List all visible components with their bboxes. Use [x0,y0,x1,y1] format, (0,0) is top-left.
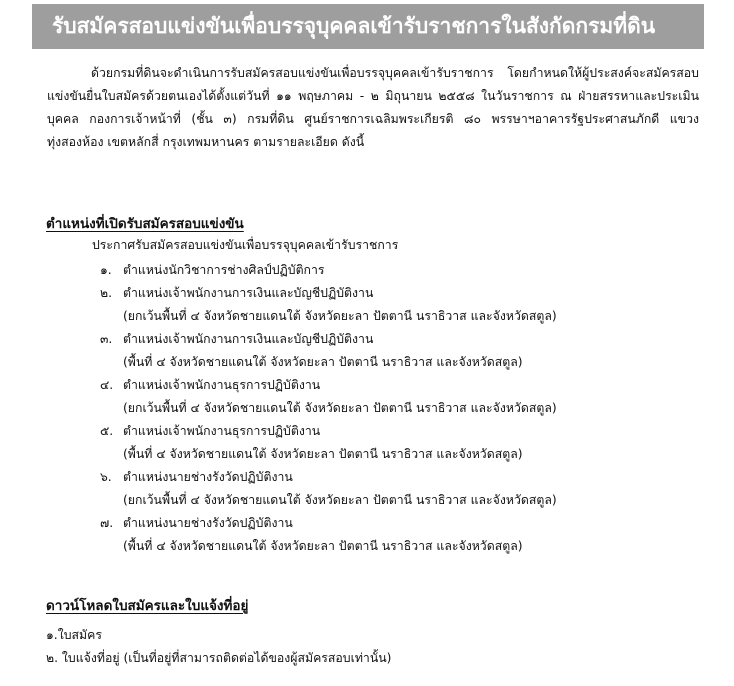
position-title: ตำแหน่งนักวิชาการช่างศิลป์ปฏิบัติการ [123,263,325,277]
position-number: ๗. [100,516,114,530]
position-title: ตำแหน่งเจ้าพนักงานการเงินและบัญชีปฏิบัติงาน [123,332,374,346]
position-title: ตำแหน่งเจ้าพนักงานการเงินและบัญชีปฏิบัติงาน [123,286,374,300]
position-title: ตำแหน่งนายช่างรังวัดปฏิบัติงาน [123,470,293,484]
position-number: ๔. [100,378,114,392]
download-heading: ดาวน์โหลดใบสมัครและใบแจ้งที่อยู่ [46,598,249,614]
download-address-form-link[interactable]: ๒. ใบแจ้งที่อยู่ (เป็นที่อยู่ที่สามารถติดต่อได้ของผู้สมัครสอบเท่านั้น) [46,651,392,665]
position-title: ตำแหน่งเจ้าพนักงานธุรการปฏิบัติงาน [123,424,321,438]
position-note: (พื้นที่ ๔ จังหวัดชายแดนใต้ จังหวัดยะลา ปัตตานี นราธิวาส และจังหวัดสตูล) [123,355,523,369]
position-note: (พื้นที่ ๔ จังหวัดชายแดนใต้ จังหวัดยะลา ปัตตานี นราธิวาส และจังหวัดสตูล) [123,447,523,461]
positions-subheading: ประกาศรับสมัครสอบแข่งขันเพื่อบรรจุบุคคลเข้ารับราชการ [92,238,399,252]
position-number: ๒. [100,286,113,300]
position-number: ๓. [100,332,113,346]
position-number: ๕. [100,424,114,438]
position-number: ๑. [100,263,112,277]
position-note: (ยกเว้นพื้นที่ ๔ จังหวัดชายแดนใต้ จังหวัดยะลา ปัตตานี นราธิวาส และจังหวัดสตูล) [123,309,557,323]
position-note: (ยกเว้นพื้นที่ ๔ จังหวัดชายแดนใต้ จังหวัดยะลา ปัตตานี นราธิวาส และจังหวัดสตูล) [123,401,557,415]
position-note: (พื้นที่ ๔ จังหวัดชายแดนใต้ จังหวัดยะลา ปัตตานี นราธิวาส และจังหวัดสตูล) [123,539,523,553]
position-number: ๖. [100,470,112,484]
position-title: ตำแหน่งเจ้าพนักงานธุรการปฏิบัติงาน [123,378,321,392]
page-title: รับสมัครสอบแข่งขันเพื่อบรรจุบุคคลเข้ารับราชการในสังกัดกรมที่ดิน [52,14,656,38]
download-application-form-link[interactable]: ๑.ใบสมัคร [46,628,102,642]
page-title-banner [32,4,704,49]
position-title: ตำแหน่งนายช่างรังวัดปฏิบัติงาน [123,516,293,530]
position-note: (ยกเว้นพื้นที่ ๔ จังหวัดชายแดนใต้ จังหวัดยะลา ปัตตานี นราธิวาส และจังหวัดสตูล) [123,493,557,507]
intro-paragraph: ด้วยกรมที่ดินจะดำเนินการรับสมัครสอบแข่งขันเพื่อบรรจุบุคคลเข้ารับราชการ โดยกำหนดให้ผู้ประสงค์จะสมัครสอบแข่งขันยื่นใบสมัครด้วยตนเองได้ตั้งแต่วันที่ ๑๑ พฤษภาคม - ๒ มิถุนายน ๒๕๕๘ ในวันราชการ ณ ฝ่ายสรรหาและประเมินบุคคล กองการเจ้าหน้าที่ (ชั้น ๓) กรมที่ดิน ศูนย์ราชการเฉลิมพระเกียรติ ๘๐ พรรษาฯอาคารรัฐประศาสนภักดี แขวงทุ่งสองห้อง เขตหลักสี่ กรุงเทพมหานคร ตามรายละเอียด ดังนี้ [47,66,699,149]
positions-heading: ตำแหน่งที่เปิดรับสมัครสอบแข่งขัน [46,216,244,232]
download-list [46,624,391,670]
